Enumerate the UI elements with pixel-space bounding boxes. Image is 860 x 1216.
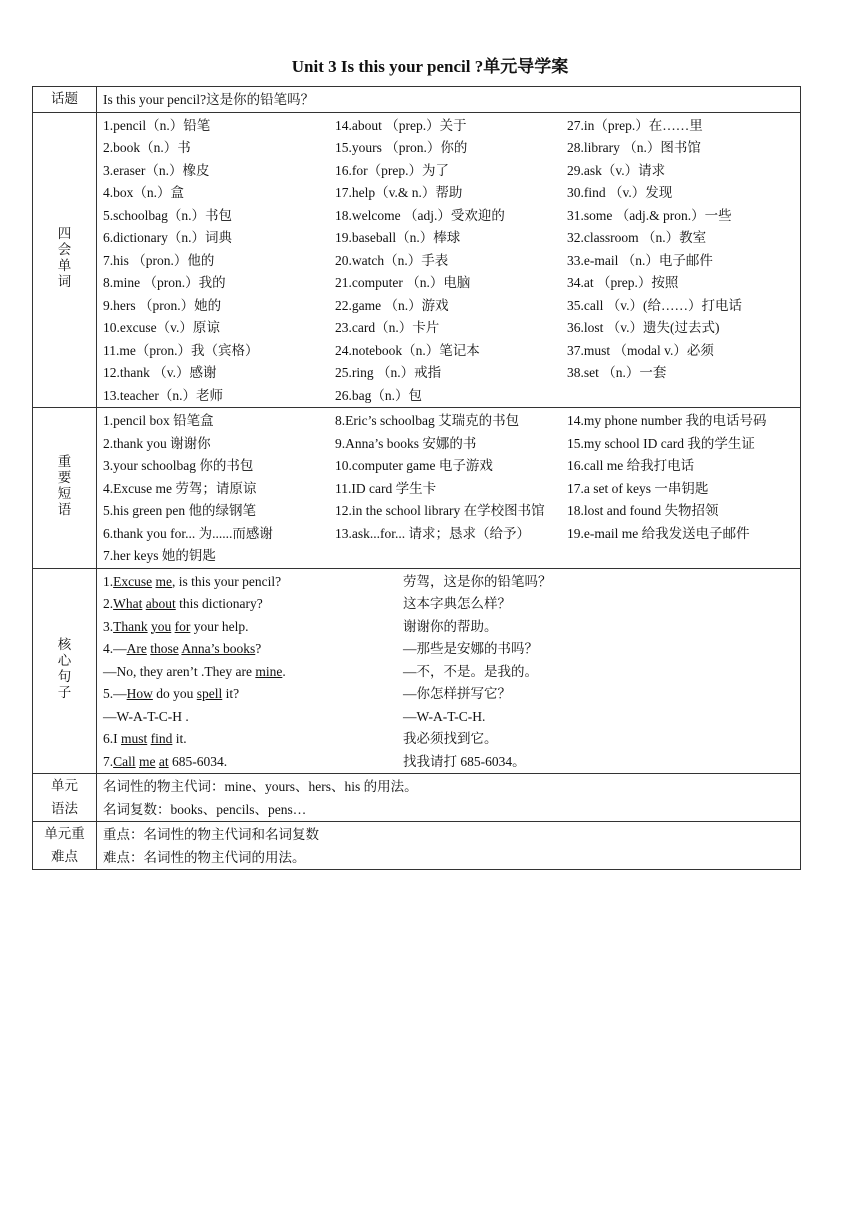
sentence-item <box>103 638 796 661</box>
sentence-chinese: 找我请打 685-6034。 <box>403 753 526 769</box>
vocab-column-2 <box>335 115 567 408</box>
phrases-column-1 <box>103 410 335 568</box>
topic-row <box>33 87 801 113</box>
vocab-item: 25.ring （n.）戒指 <box>334 365 442 380</box>
vocab-item: 7.his （pron.）他的 <box>103 252 215 268</box>
phrase-item: 12.in the school library 在学校图书馆 <box>334 503 545 518</box>
phrase-item: 8.Eric’s schoolbag 艾瑞克的书包 <box>334 413 520 428</box>
vocab-item: 26.bag（n.）包 <box>334 387 422 403</box>
study-guide-table <box>32 86 801 870</box>
vocab-item: 28.library （n.）图书馆 <box>566 140 701 155</box>
vocab-item: 2.book（n.）书 <box>103 140 191 155</box>
sentence-english: —W-A-T-C-H . <box>103 708 189 724</box>
vocab-item: 21.computer （n.）电脑 <box>334 275 471 290</box>
phrase-item: 15.my school ID card 我的学生证 <box>566 435 755 451</box>
vocab-item: 17.help（v.& n.）帮助 <box>334 185 463 200</box>
keypoint-line: 难点：名词性的物主代词的用法。 <box>103 849 306 865</box>
vocab-item: 13.teacher（n.）老师 <box>103 387 223 403</box>
sentence-english: 3.Thank you for your help. <box>103 618 249 634</box>
phrase-item: 17.a set of keys 一串钥匙 <box>566 480 709 496</box>
phrases-label: 重要短语 <box>33 408 97 569</box>
vocab-item: 5.schoolbag（n.）书包 <box>103 207 232 223</box>
vocab-item: 34.at （prep.）按照 <box>566 275 679 290</box>
sentence-chinese: —你怎样拼写它？ <box>403 686 511 701</box>
vocab-item: 30.find （v.）发现 <box>566 185 673 200</box>
grammar-row <box>33 774 801 822</box>
vocab-item: 31.some （adj.& pron.）一些 <box>566 207 732 223</box>
sentences-label: 核心句子 <box>33 568 97 774</box>
vocab-item: 19.baseball（n.）棒球 <box>334 230 461 245</box>
phrase-item: 19.e-mail me 给我发送电子邮件 <box>566 525 750 541</box>
vocab-item: 35.call （v.）(给……）打电话 <box>566 297 742 313</box>
topic-label: 话题 <box>33 87 97 113</box>
vocab-item: 20.watch（n.）手表 <box>334 252 449 268</box>
vocab-column-1 <box>103 115 335 408</box>
sentence-english: —No, they aren’t .They are mine. <box>103 663 286 679</box>
vocab-item: 9.hers （pron.）她的 <box>103 297 222 313</box>
vocab-item: 3.eraser（n.）橡皮 <box>103 162 210 178</box>
phrase-item: 13.ask...for... 请求；恳求（给予） <box>334 525 530 541</box>
sentence-item <box>103 661 796 684</box>
vocab-column-3 <box>567 115 796 408</box>
vocab-item: 10.excuse（v.）原谅 <box>103 320 220 335</box>
vocab-item: 6.dictionary（n.）词典 <box>103 230 232 245</box>
sentence-item <box>103 616 796 639</box>
phrases-row <box>33 408 801 569</box>
sentence-item <box>103 593 796 616</box>
vocab-item: 38.set （n.）一套 <box>566 365 667 380</box>
phrase-item: 3.your schoolbag 你的书包 <box>103 458 254 473</box>
grammar-line: 名词复数：books、pencils、pens… <box>103 801 307 817</box>
sentence-item <box>103 571 796 594</box>
vocab-item: 15.yours （pron.）你的 <box>334 140 468 155</box>
keypoints-label: 单元重难点 <box>33 822 97 870</box>
vocab-item: 4.box（n.）盒 <box>103 185 184 200</box>
vocab-item: 8.mine （pron.）我的 <box>103 275 226 290</box>
phrase-item: 7.her keys 她的钥匙 <box>103 548 216 563</box>
sentence-chinese: 这本字典怎么样？ <box>403 596 511 611</box>
phrases-column-2 <box>335 410 567 568</box>
keypoints-row <box>33 822 801 870</box>
sentence-english: 2.What about this dictionary? <box>103 596 263 611</box>
sentence-chinese: 我必须找到它。 <box>403 731 498 746</box>
phrase-item: 5.his green pen 他的绿钢笔 <box>103 503 256 518</box>
vocab-item: 27.in（prep.）在……里 <box>566 117 703 133</box>
phrase-item: 4.Excuse me 劳驾；请原谅 <box>103 480 257 496</box>
sentence-item <box>103 751 796 774</box>
grammar-line: 名词性的物主代词：mine、yours、hers、his 的用法。 <box>103 779 418 794</box>
vocab-row <box>33 112 801 408</box>
sentence-item <box>103 706 796 729</box>
sentence-english: 6.I must find it. <box>103 731 187 746</box>
sentence-english: 5.—How do you spell it? <box>103 686 240 701</box>
phrase-item: 16.call me 给我打电话 <box>566 458 695 473</box>
sentence-item <box>103 728 796 751</box>
phrase-item: 14.my phone number 我的电话号码 <box>566 413 767 428</box>
sentence-chinese: —W-A-T-C-H. <box>403 708 486 724</box>
vocab-item: 37.must （modal v.）必须 <box>566 342 714 358</box>
sentences-list <box>97 568 801 774</box>
vocab-item: 36.lost （v.）遗失(过去式) <box>566 320 720 335</box>
keypoint-line: 重点：名词性的物主代词和名词复数 <box>103 827 319 842</box>
sentence-chinese: —不，不是。是我的。 <box>403 663 538 679</box>
phrase-item: 18.lost and found 失物招领 <box>566 503 719 518</box>
vocab-item: 16.for（prep.）为了 <box>334 162 449 178</box>
vocab-item: 23.card（n.）卡片 <box>334 320 440 335</box>
vocab-item: 24.notebook（n.）笔记本 <box>334 342 480 358</box>
sentence-chinese: —那些是安娜的书吗？ <box>403 641 538 656</box>
page-title: Unit 3 Is this your pencil ?单元导学案 <box>291 57 569 76</box>
phrases-column-3 <box>567 410 796 568</box>
phrase-item: 1.pencil box 铅笔盒 <box>103 413 214 428</box>
phrase-item: 6.thank you for... 为......而感谢 <box>103 525 273 541</box>
topic-text: Is this your pencil?这是你的铅笔吗？ <box>97 87 801 113</box>
sentence-english: 1.Excuse me, is this your pencil? <box>103 573 282 589</box>
phrase-item: 10.computer game 电子游戏 <box>334 458 493 473</box>
sentence-item <box>103 683 796 706</box>
vocab-label: 四会单词 <box>33 112 97 408</box>
sentence-chinese: 劳驾，这是你的铅笔吗？ <box>403 573 552 589</box>
vocab-item: 12.thank （v.）感谢 <box>103 365 217 380</box>
sentences-row <box>33 568 801 774</box>
vocab-item: 1.pencil（n.）铅笔 <box>103 117 211 133</box>
vocab-item: 33.e-mail （n.）电子邮件 <box>566 252 713 268</box>
vocab-item: 22.game （n.）游戏 <box>334 297 449 313</box>
sentence-english: 7.Call me at 685-6034. <box>103 753 228 769</box>
sentence-english: 4.—Are those Anna’s books? <box>103 641 262 656</box>
grammar-label: 单元语法 <box>33 774 97 822</box>
phrase-item: 11.ID card 学生卡 <box>334 480 437 496</box>
vocab-item: 11.me（pron.）我（宾格） <box>103 342 259 358</box>
phrase-item: 9.Anna’s books 安娜的书 <box>334 435 477 451</box>
vocab-item: 18.welcome （adj.）受欢迎的 <box>334 207 505 223</box>
vocab-item: 14.about （prep.）关于 <box>334 117 467 133</box>
vocab-item: 32.classroom （n.）教室 <box>566 230 707 245</box>
phrase-item: 2.thank you 谢谢你 <box>103 435 211 451</box>
sentence-chinese: 谢谢你的帮助。 <box>403 618 498 634</box>
vocab-item: 29.ask（v.）请求 <box>566 162 666 178</box>
